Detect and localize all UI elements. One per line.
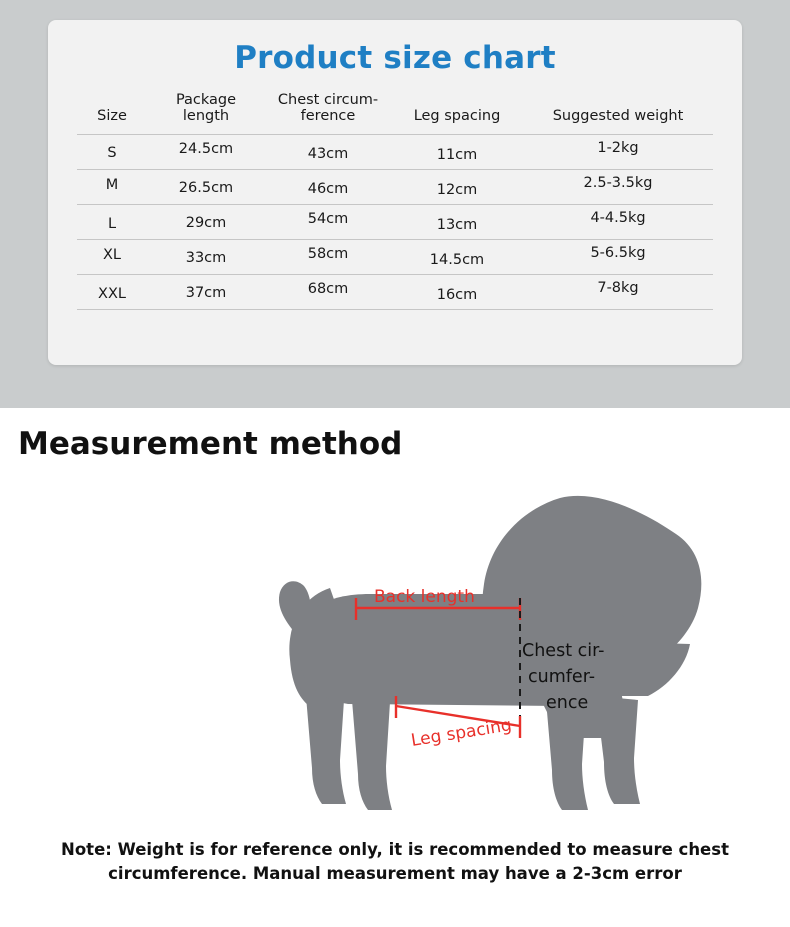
page-title: Product size chart <box>234 40 556 76</box>
measurement-note-line1: Note: Weight is for reference only, it is recommended to measure chest <box>61 840 729 859</box>
table-row <box>77 170 713 205</box>
dog-measurement-diagram <box>0 438 790 828</box>
cell-package-length: 24.5cm <box>147 135 265 170</box>
cell-size: XL <box>77 240 147 275</box>
column-header-leg-spacing-line1: Leg spacing <box>413 108 501 125</box>
column-header-package-length-line2: length <box>182 108 230 125</box>
cell-package-length: 29cm <box>147 205 265 240</box>
column-header-chest-circumference <box>265 86 391 135</box>
size-chart-section <box>0 0 790 408</box>
chest-circumference-label-line1: Chest cir- <box>522 641 605 661</box>
column-header-size-line1: Size <box>97 108 127 125</box>
measurement-title: Measurement method <box>18 426 403 462</box>
measurement-method-section <box>0 408 790 927</box>
cell-chest: 68cm <box>265 275 391 310</box>
cell-weight: 5-6.5kg <box>523 240 713 275</box>
cell-weight: 2.5-3.5kg <box>523 170 713 205</box>
cell-package-length: 33cm <box>147 240 265 275</box>
cell-weight: 1-2kg <box>523 135 713 170</box>
column-header-chest-circumference-line1: Chest circum- <box>277 92 379 108</box>
cell-chest: 58cm <box>265 240 391 275</box>
cell-chest: 46cm <box>265 170 391 205</box>
chest-circumference-label-line2: cumfer- <box>528 667 596 687</box>
back-length-label: Back length <box>374 587 475 607</box>
cell-size: M <box>77 170 147 205</box>
cell-size: S <box>77 135 147 170</box>
cell-leg-spacing: 11cm <box>391 135 523 170</box>
column-header-suggested-weight <box>523 86 713 135</box>
size-chart-table <box>77 86 713 310</box>
column-header-suggested-weight-line1: Suggested weight <box>552 108 684 125</box>
cell-chest: 54cm <box>265 205 391 240</box>
leg-spacing-label: Leg spacing <box>409 715 514 751</box>
table-row <box>77 135 713 170</box>
cell-weight: 7-8kg <box>523 275 713 310</box>
cell-weight: 4-4.5kg <box>523 205 713 240</box>
cell-leg-spacing: 14.5cm <box>391 240 523 275</box>
cell-leg-spacing: 13cm <box>391 205 523 240</box>
table-row <box>77 205 713 240</box>
table-row <box>77 275 713 310</box>
cell-package-length: 37cm <box>147 275 265 310</box>
cell-size: L <box>77 205 147 240</box>
chest-circumference-label-line3: ence <box>546 693 589 713</box>
cell-size: XXL <box>77 275 147 310</box>
measurement-note <box>0 838 790 886</box>
column-header-package-length <box>147 86 265 135</box>
column-header-size <box>77 86 147 135</box>
measurement-note-line2: circumference. Manual measurement may have a 2-3cm error <box>108 863 682 883</box>
table-row <box>77 240 713 275</box>
column-header-package-length-line1: Package <box>175 92 237 108</box>
size-chart-card <box>48 20 742 365</box>
cell-leg-spacing: 16cm <box>391 275 523 310</box>
table-header-row <box>77 86 713 135</box>
column-header-leg-spacing <box>391 86 523 135</box>
cell-package-length: 26.5cm <box>147 170 265 205</box>
dog-silhouette-icon <box>279 496 701 810</box>
cell-leg-spacing: 12cm <box>391 170 523 205</box>
column-header-chest-circumference-line2: ference <box>300 108 356 125</box>
cell-chest: 43cm <box>265 135 391 170</box>
